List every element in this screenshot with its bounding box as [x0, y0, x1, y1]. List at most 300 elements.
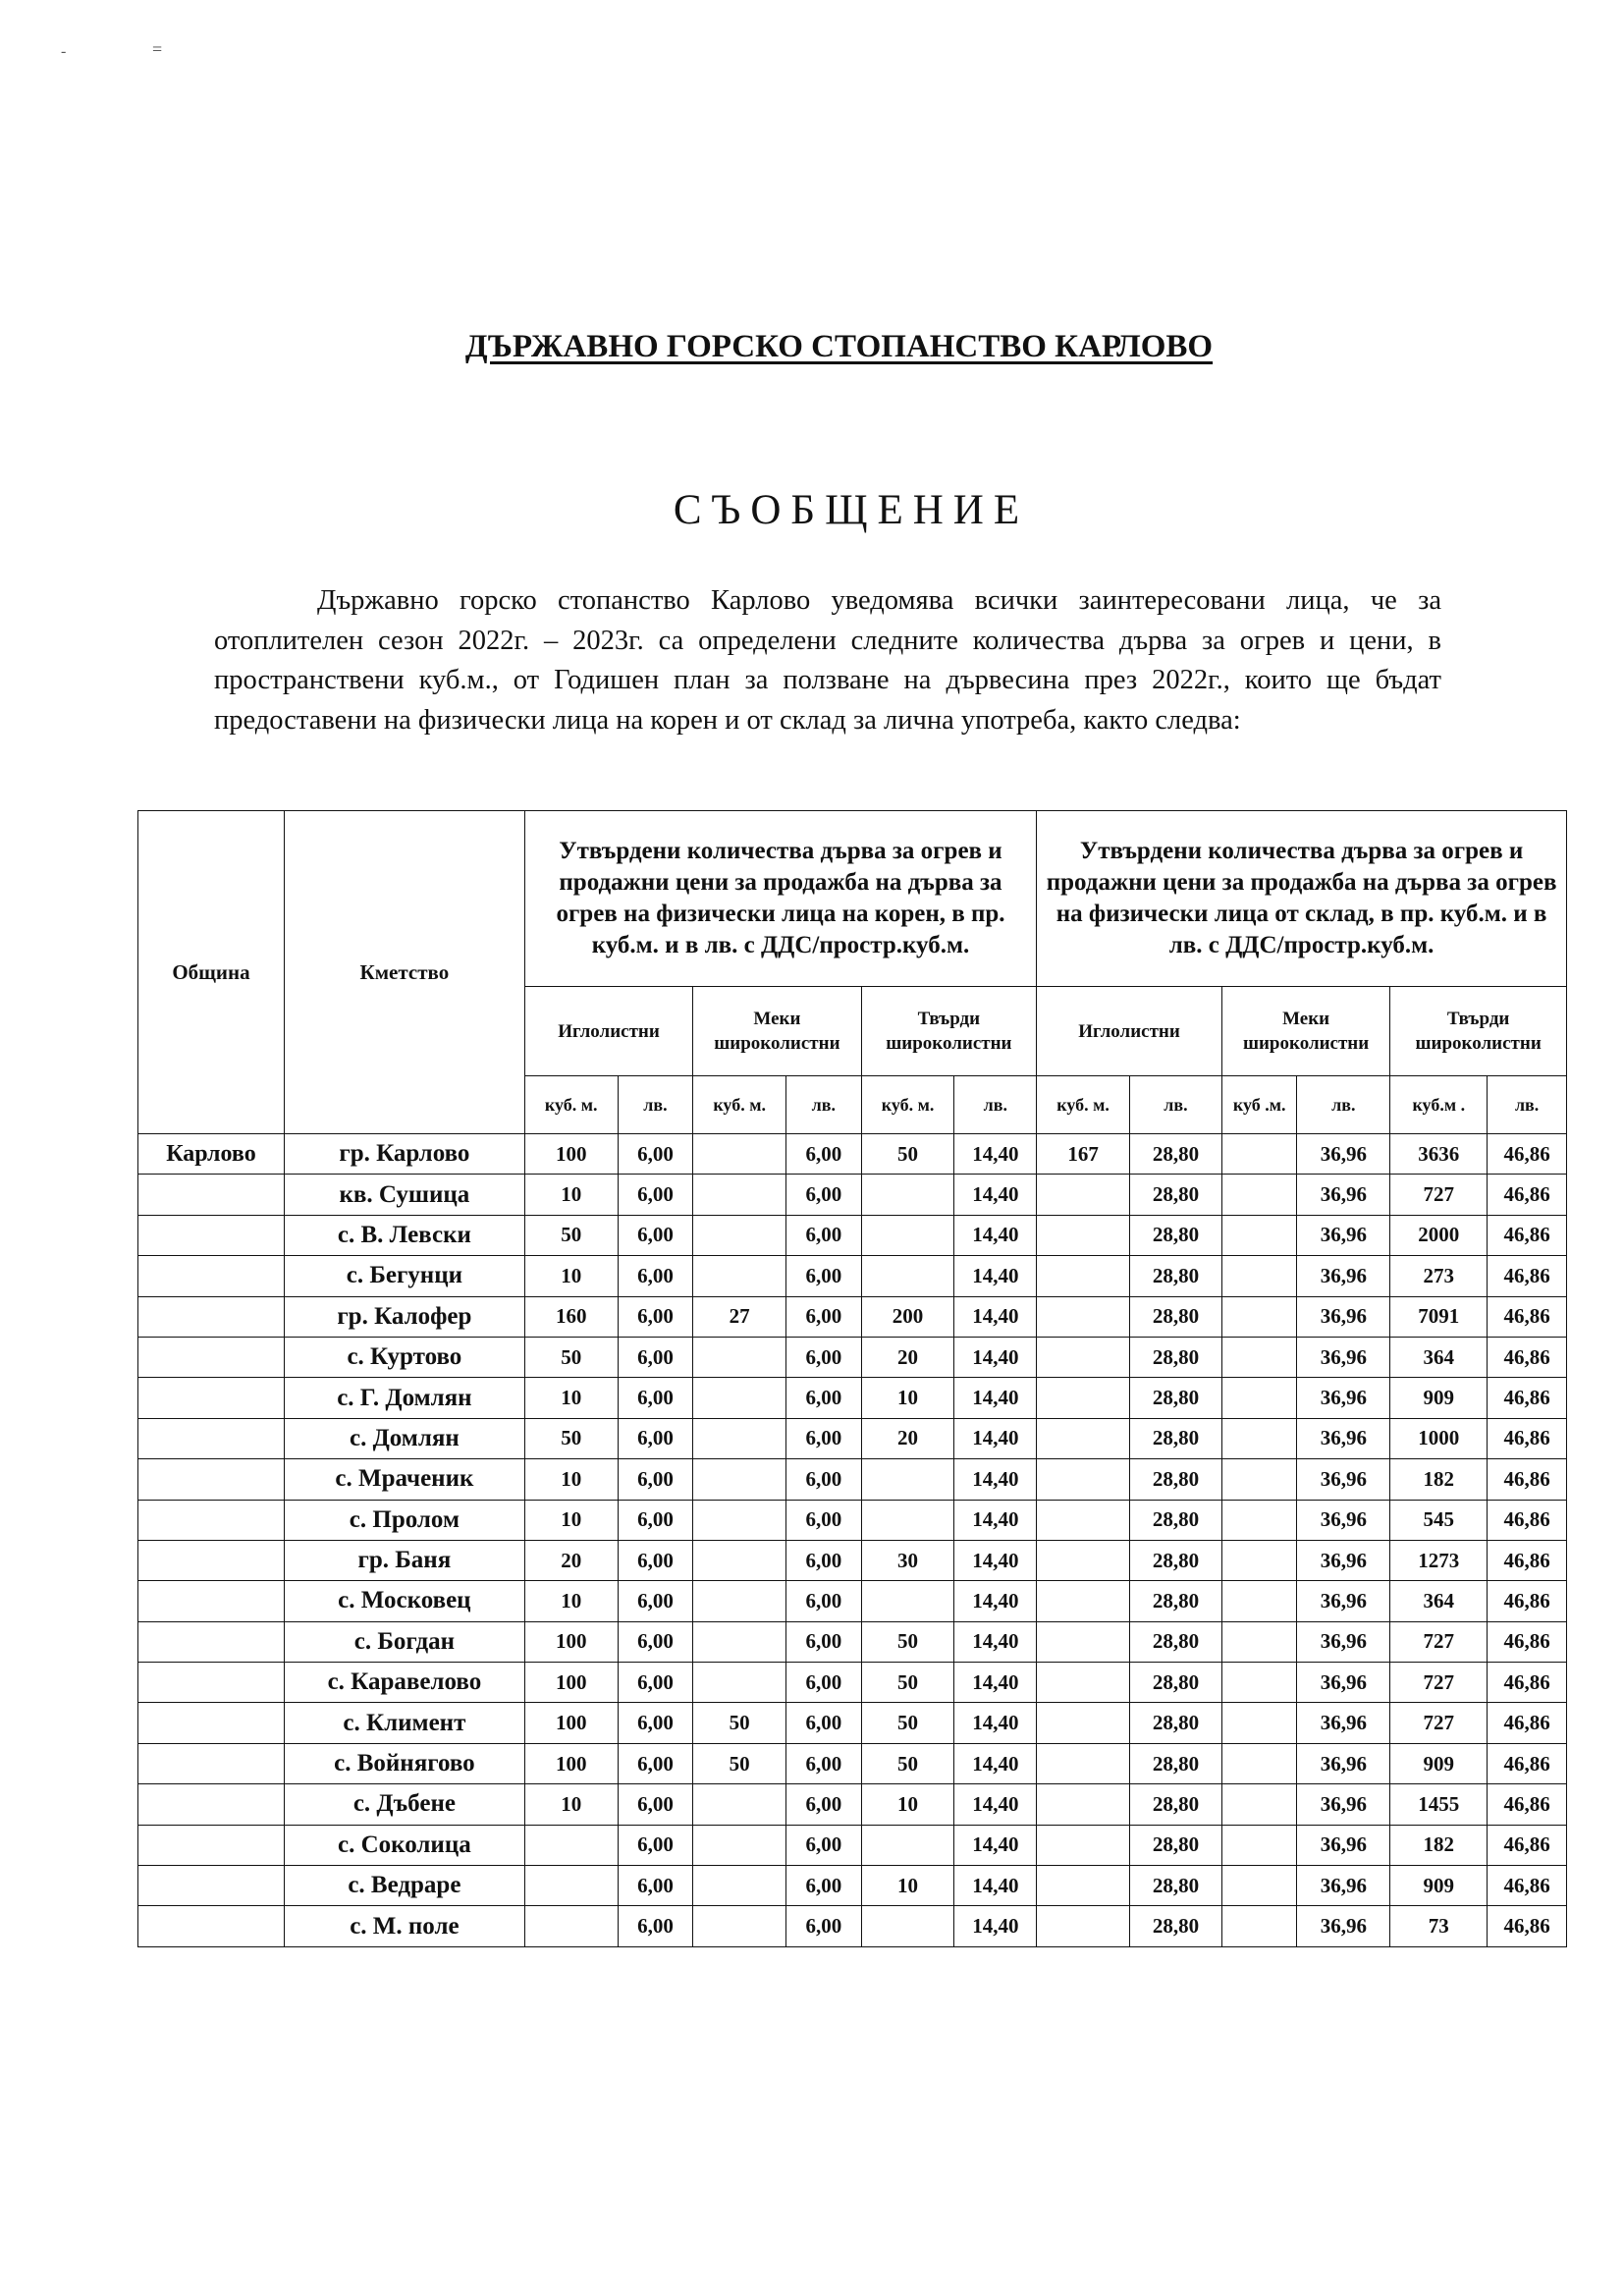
- volume-cell: [1037, 1256, 1130, 1296]
- unit-price-header: лв.: [1488, 1076, 1567, 1134]
- price-cell: 28,80: [1130, 1540, 1222, 1580]
- volume-cell: 160: [524, 1296, 618, 1337]
- settlement-cell: кв. Сушица: [284, 1175, 524, 1215]
- volume-cell: 364: [1390, 1337, 1488, 1377]
- table-row: [138, 1540, 1567, 1580]
- price-cell: 6,00: [786, 1134, 862, 1175]
- volume-cell: [693, 1500, 786, 1540]
- settlement-cell: с. Г. Домлян: [284, 1378, 524, 1418]
- settlement-cell: с. Дъбене: [284, 1784, 524, 1825]
- price-cell: 36,96: [1297, 1459, 1390, 1500]
- price-cell: 6,00: [786, 1175, 862, 1215]
- price-cell: 46,86: [1488, 1296, 1567, 1337]
- table-row: [138, 1378, 1567, 1418]
- unit-price-header: лв.: [618, 1076, 693, 1134]
- organization-title: ДЪРЖАВНО ГОРСКО СТОПАНСТВО КАРЛОВО: [464, 329, 1214, 364]
- price-cell: 28,80: [1130, 1296, 1222, 1337]
- volume-cell: [861, 1500, 954, 1540]
- price-cell: 6,00: [618, 1296, 693, 1337]
- price-cell: 6,00: [618, 1256, 693, 1296]
- volume-cell: [693, 1378, 786, 1418]
- volume-cell: [1221, 1256, 1297, 1296]
- volume-cell: 727: [1390, 1663, 1488, 1703]
- price-cell: 46,86: [1488, 1743, 1567, 1783]
- price-cell: 14,40: [954, 1581, 1037, 1621]
- price-cell: 36,96: [1297, 1337, 1390, 1377]
- volume-cell: 50: [861, 1703, 954, 1743]
- municipality-cell: [138, 1500, 285, 1540]
- price-cell: 28,80: [1130, 1866, 1222, 1906]
- table-row: [138, 1134, 1567, 1175]
- price-cell: 36,96: [1297, 1866, 1390, 1906]
- municipality-cell: [138, 1256, 285, 1296]
- volume-cell: 10: [524, 1175, 618, 1215]
- price-cell: 6,00: [786, 1784, 862, 1825]
- volume-cell: [1221, 1743, 1297, 1783]
- volume-cell: 27: [693, 1296, 786, 1337]
- volume-cell: [693, 1581, 786, 1621]
- volume-cell: 10: [524, 1459, 618, 1500]
- price-cell: 36,96: [1297, 1256, 1390, 1296]
- header-settlement: Кметство: [284, 811, 524, 1134]
- volume-cell: [1221, 1825, 1297, 1865]
- volume-cell: 727: [1390, 1703, 1488, 1743]
- settlement-cell: с. Каравелово: [284, 1663, 524, 1703]
- price-cell: 14,40: [954, 1175, 1037, 1215]
- volume-cell: 1455: [1390, 1784, 1488, 1825]
- volume-cell: [1221, 1378, 1297, 1418]
- subheader-warehouse-1: Меки широколистни: [1221, 987, 1389, 1076]
- subheader-root-1: Меки широколистни: [693, 987, 861, 1076]
- price-cell: 6,00: [618, 1215, 693, 1255]
- volume-cell: [1037, 1500, 1130, 1540]
- volume-cell: 50: [524, 1418, 618, 1458]
- volume-cell: 20: [524, 1540, 618, 1580]
- volume-cell: 727: [1390, 1621, 1488, 1662]
- volume-cell: 200: [861, 1296, 954, 1337]
- header-group-on-root: Утвърдени количества дърва за огрев и продажни цени за продажба на дърва за огрев на физически лица на корен, в пр. куб.м. и в лв. с ДДС/простр.куб.м.: [524, 811, 1036, 987]
- price-cell: 28,80: [1130, 1500, 1222, 1540]
- volume-cell: [693, 1134, 786, 1175]
- volume-cell: [1221, 1459, 1297, 1500]
- subheader-root-2: Твърди широколистни: [861, 987, 1037, 1076]
- price-cell: 6,00: [786, 1581, 862, 1621]
- price-cell: 36,96: [1297, 1906, 1390, 1946]
- volume-cell: 182: [1390, 1459, 1488, 1500]
- volume-cell: [524, 1906, 618, 1946]
- volume-cell: [861, 1256, 954, 1296]
- price-cell: 36,96: [1297, 1825, 1390, 1865]
- volume-cell: [1221, 1784, 1297, 1825]
- volume-cell: [861, 1906, 954, 1946]
- municipality-cell: [138, 1175, 285, 1215]
- volume-cell: [1037, 1175, 1130, 1215]
- table-row: [138, 1621, 1567, 1662]
- price-cell: 6,00: [786, 1866, 862, 1906]
- price-cell: 6,00: [618, 1621, 693, 1662]
- volume-cell: [693, 1175, 786, 1215]
- volume-cell: 273: [1390, 1256, 1488, 1296]
- price-cell: 36,96: [1297, 1418, 1390, 1458]
- table-row: [138, 1825, 1567, 1865]
- municipality-cell: [138, 1215, 285, 1255]
- volume-cell: 100: [524, 1743, 618, 1783]
- volume-cell: 100: [524, 1621, 618, 1662]
- settlement-cell: гр. Карлово: [284, 1134, 524, 1175]
- volume-cell: [1037, 1215, 1130, 1255]
- volume-cell: 73: [1390, 1906, 1488, 1946]
- price-cell: 46,86: [1488, 1825, 1567, 1865]
- price-cell: 46,86: [1488, 1906, 1567, 1946]
- price-cell: 14,40: [954, 1378, 1037, 1418]
- volume-cell: 182: [1390, 1825, 1488, 1865]
- unit-volume-header: куб .м.: [1221, 1076, 1297, 1134]
- volume-cell: [693, 1337, 786, 1377]
- municipality-cell: [138, 1784, 285, 1825]
- volume-cell: 10: [524, 1784, 618, 1825]
- price-cell: 14,40: [954, 1459, 1037, 1500]
- price-cell: 6,00: [786, 1906, 862, 1946]
- volume-cell: [1221, 1663, 1297, 1703]
- price-cell: 14,40: [954, 1500, 1037, 1540]
- table-row: [138, 1703, 1567, 1743]
- price-cell: 28,80: [1130, 1663, 1222, 1703]
- table-row: [138, 1866, 1567, 1906]
- settlement-cell: гр. Калофер: [284, 1296, 524, 1337]
- municipality-cell: [138, 1540, 285, 1580]
- price-cell: 28,80: [1130, 1459, 1222, 1500]
- price-cell: 46,86: [1488, 1500, 1567, 1540]
- volume-cell: [1037, 1866, 1130, 1906]
- volume-cell: 20: [861, 1418, 954, 1458]
- price-cell: 46,86: [1488, 1175, 1567, 1215]
- price-cell: 28,80: [1130, 1743, 1222, 1783]
- price-cell: 6,00: [786, 1256, 862, 1296]
- table-row: [138, 1743, 1567, 1783]
- message-title: СЪОБЩЕНИЕ: [673, 487, 1030, 533]
- table-row: [138, 1337, 1567, 1377]
- volume-cell: [861, 1175, 954, 1215]
- volume-cell: [1037, 1743, 1130, 1783]
- settlement-cell: с. Домлян: [284, 1418, 524, 1458]
- volume-cell: [1037, 1825, 1130, 1865]
- municipality-cell: [138, 1743, 285, 1783]
- volume-cell: 10: [524, 1581, 618, 1621]
- volume-cell: 2000: [1390, 1215, 1488, 1255]
- price-cell: 46,86: [1488, 1540, 1567, 1580]
- settlement-cell: с. Ведраре: [284, 1866, 524, 1906]
- price-cell: 36,96: [1297, 1378, 1390, 1418]
- volume-cell: [1221, 1175, 1297, 1215]
- unit-volume-header: куб. м.: [1037, 1076, 1130, 1134]
- price-cell: 14,40: [954, 1825, 1037, 1865]
- price-cell: 6,00: [618, 1784, 693, 1825]
- price-cell: 28,80: [1130, 1621, 1222, 1662]
- municipality-cell: [138, 1581, 285, 1621]
- price-cell: 6,00: [618, 1459, 693, 1500]
- volume-cell: 3636: [1390, 1134, 1488, 1175]
- price-cell: 6,00: [618, 1825, 693, 1865]
- price-cell: 28,80: [1130, 1337, 1222, 1377]
- price-cell: 6,00: [618, 1337, 693, 1377]
- volume-cell: [693, 1215, 786, 1255]
- price-cell: 36,96: [1297, 1663, 1390, 1703]
- volume-cell: 1000: [1390, 1418, 1488, 1458]
- price-cell: 36,96: [1297, 1134, 1390, 1175]
- price-cell: 6,00: [618, 1418, 693, 1458]
- price-cell: 36,96: [1297, 1703, 1390, 1743]
- price-cell: 28,80: [1130, 1581, 1222, 1621]
- volume-cell: 50: [861, 1663, 954, 1703]
- price-cell: 36,96: [1297, 1621, 1390, 1662]
- volume-cell: 100: [524, 1134, 618, 1175]
- volume-cell: 50: [861, 1743, 954, 1783]
- unit-price-header: лв.: [786, 1076, 862, 1134]
- price-cell: 6,00: [618, 1866, 693, 1906]
- price-cell: 36,96: [1297, 1500, 1390, 1540]
- price-cell: 28,80: [1130, 1175, 1222, 1215]
- subheader-warehouse-0: Иглолистни: [1037, 987, 1222, 1076]
- price-cell: 46,86: [1488, 1134, 1567, 1175]
- volume-cell: 909: [1390, 1866, 1488, 1906]
- volume-cell: 545: [1390, 1500, 1488, 1540]
- volume-cell: [693, 1906, 786, 1946]
- volume-cell: 364: [1390, 1581, 1488, 1621]
- header-group-from-warehouse: Утвърдени количества дърва за огрев и продажни цени за продажба на дърва за огрев на физически лица от склад, в пр. куб.м. и в лв. с ДДС/простр.куб.м.: [1037, 811, 1567, 987]
- volume-cell: [1221, 1337, 1297, 1377]
- price-cell: 46,86: [1488, 1866, 1567, 1906]
- municipality-cell: Карлово: [138, 1134, 285, 1175]
- volume-cell: [693, 1459, 786, 1500]
- municipality-cell: [138, 1663, 285, 1703]
- volume-cell: [1037, 1459, 1130, 1500]
- volume-cell: [1221, 1621, 1297, 1662]
- volume-cell: [1221, 1581, 1297, 1621]
- price-cell: 6,00: [618, 1500, 693, 1540]
- volume-cell: [1221, 1540, 1297, 1580]
- price-cell: 46,86: [1488, 1784, 1567, 1825]
- price-cell: 6,00: [618, 1134, 693, 1175]
- volume-cell: 50: [861, 1621, 954, 1662]
- price-cell: 46,86: [1488, 1337, 1567, 1377]
- volume-cell: [693, 1663, 786, 1703]
- volume-cell: 50: [861, 1134, 954, 1175]
- price-cell: 14,40: [954, 1906, 1037, 1946]
- price-cell: 14,40: [954, 1215, 1037, 1255]
- settlement-cell: с. Пролом: [284, 1500, 524, 1540]
- volume-cell: [693, 1784, 786, 1825]
- volume-cell: [524, 1825, 618, 1865]
- unit-volume-header: куб. м.: [524, 1076, 618, 1134]
- price-cell: 46,86: [1488, 1215, 1567, 1255]
- volume-cell: [1037, 1337, 1130, 1377]
- settlement-cell: с. Московец: [284, 1581, 524, 1621]
- volume-cell: [1037, 1581, 1130, 1621]
- price-cell: 6,00: [786, 1540, 862, 1580]
- volume-cell: [1221, 1296, 1297, 1337]
- volume-cell: [693, 1418, 786, 1458]
- volume-cell: [1037, 1296, 1130, 1337]
- price-cell: 6,00: [786, 1337, 862, 1377]
- volume-cell: [1221, 1134, 1297, 1175]
- volume-cell: [1037, 1703, 1130, 1743]
- price-cell: 46,86: [1488, 1621, 1567, 1662]
- table-row: [138, 1296, 1567, 1337]
- price-cell: 36,96: [1297, 1540, 1390, 1580]
- price-cell: 14,40: [954, 1866, 1037, 1906]
- price-cell: 46,86: [1488, 1378, 1567, 1418]
- volume-cell: [1221, 1418, 1297, 1458]
- price-cell: 36,96: [1297, 1784, 1390, 1825]
- price-cell: 36,96: [1297, 1175, 1390, 1215]
- price-cell: 28,80: [1130, 1825, 1222, 1865]
- municipality-cell: [138, 1459, 285, 1500]
- price-cell: 28,80: [1130, 1134, 1222, 1175]
- volume-cell: 10: [861, 1378, 954, 1418]
- volume-cell: 100: [524, 1703, 618, 1743]
- unit-price-header: лв.: [1297, 1076, 1390, 1134]
- intro-paragraph: Държавно горско стопанство Карлово уведомява всички заинтересовани лица, че за отоплителен сезон 2022г. – 2023г. са определени следните количества дърва за огрев и цени, в пространствени куб.м., от Годишен план за ползване на дървесина през 2022г., които ще бъдат предоставени на физически лица на корен и от склад за лична употреба, както следва:: [214, 585, 1441, 736]
- scan-mark-left: -: [61, 43, 67, 60]
- volume-cell: 1273: [1390, 1540, 1488, 1580]
- price-cell: 46,86: [1488, 1581, 1567, 1621]
- price-cell: 6,00: [618, 1540, 693, 1580]
- price-cell: 46,86: [1488, 1703, 1567, 1743]
- volume-cell: 10: [524, 1378, 618, 1418]
- municipality-cell: [138, 1825, 285, 1865]
- settlement-cell: с. Куртово: [284, 1337, 524, 1377]
- volume-cell: [693, 1256, 786, 1296]
- volume-cell: [1221, 1906, 1297, 1946]
- municipality-cell: [138, 1337, 285, 1377]
- price-cell: 6,00: [618, 1906, 693, 1946]
- price-cell: 6,00: [786, 1703, 862, 1743]
- subheader-warehouse-2: Твърди широколистни: [1390, 987, 1567, 1076]
- price-cell: 6,00: [786, 1621, 862, 1662]
- price-cell: 14,40: [954, 1743, 1037, 1783]
- price-cell: 6,00: [786, 1743, 862, 1783]
- price-cell: 6,00: [786, 1378, 862, 1418]
- volume-cell: 50: [524, 1215, 618, 1255]
- price-cell: 14,40: [954, 1703, 1037, 1743]
- price-cell: 28,80: [1130, 1256, 1222, 1296]
- price-cell: 6,00: [786, 1215, 862, 1255]
- settlement-cell: с. Войнягово: [284, 1743, 524, 1783]
- price-cell: 46,86: [1488, 1663, 1567, 1703]
- price-cell: 6,00: [786, 1663, 862, 1703]
- volume-cell: [524, 1866, 618, 1906]
- volume-cell: [1221, 1703, 1297, 1743]
- table-row: [138, 1175, 1567, 1215]
- settlement-cell: с. Богдан: [284, 1621, 524, 1662]
- price-cell: 46,86: [1488, 1418, 1567, 1458]
- price-cell: 28,80: [1130, 1703, 1222, 1743]
- unit-volume-header: куб.м .: [1390, 1076, 1488, 1134]
- settlement-cell: с. В. Левски: [284, 1215, 524, 1255]
- volume-cell: [1221, 1500, 1297, 1540]
- volume-cell: 10: [861, 1784, 954, 1825]
- volume-cell: 30: [861, 1540, 954, 1580]
- municipality-cell: [138, 1621, 285, 1662]
- settlement-cell: гр. Баня: [284, 1540, 524, 1580]
- price-cell: 6,00: [786, 1296, 862, 1337]
- table-row: [138, 1215, 1567, 1255]
- header-municipality: Община: [138, 811, 285, 1134]
- volume-cell: 10: [861, 1866, 954, 1906]
- price-cell: 28,80: [1130, 1378, 1222, 1418]
- price-cell: 28,80: [1130, 1906, 1222, 1946]
- settlement-cell: с. Климент: [284, 1703, 524, 1743]
- volume-cell: [693, 1825, 786, 1865]
- volume-cell: [1221, 1215, 1297, 1255]
- price-cell: 6,00: [618, 1581, 693, 1621]
- volume-cell: 7091: [1390, 1296, 1488, 1337]
- price-cell: 28,80: [1130, 1784, 1222, 1825]
- price-cell: 6,00: [618, 1663, 693, 1703]
- price-cell: 14,40: [954, 1296, 1037, 1337]
- price-cell: 14,40: [954, 1540, 1037, 1580]
- volume-cell: [1037, 1378, 1130, 1418]
- volume-cell: [1221, 1866, 1297, 1906]
- volume-cell: [693, 1866, 786, 1906]
- table-row: [138, 1663, 1567, 1703]
- firewood-price-table: [137, 810, 1567, 1947]
- volume-cell: 50: [693, 1743, 786, 1783]
- price-cell: 46,86: [1488, 1459, 1567, 1500]
- volume-cell: [1037, 1418, 1130, 1458]
- volume-cell: 50: [693, 1703, 786, 1743]
- table-row: [138, 1581, 1567, 1621]
- price-cell: 36,96: [1297, 1581, 1390, 1621]
- price-cell: 14,40: [954, 1621, 1037, 1662]
- price-cell: 6,00: [618, 1743, 693, 1783]
- price-cell: 6,00: [786, 1459, 862, 1500]
- settlement-cell: с. Соколица: [284, 1825, 524, 1865]
- volume-cell: [1037, 1621, 1130, 1662]
- volume-cell: [693, 1540, 786, 1580]
- volume-cell: 50: [524, 1337, 618, 1377]
- volume-cell: 909: [1390, 1743, 1488, 1783]
- volume-cell: [861, 1825, 954, 1865]
- price-cell: 14,40: [954, 1784, 1037, 1825]
- volume-cell: [1037, 1906, 1130, 1946]
- unit-volume-header: куб. м.: [861, 1076, 954, 1134]
- price-cell: 14,40: [954, 1663, 1037, 1703]
- price-cell: 6,00: [786, 1418, 862, 1458]
- price-cell: 14,40: [954, 1256, 1037, 1296]
- volume-cell: 909: [1390, 1378, 1488, 1418]
- settlement-cell: с. Мраченик: [284, 1459, 524, 1500]
- volume-cell: [861, 1581, 954, 1621]
- price-cell: 6,00: [618, 1703, 693, 1743]
- price-cell: 6,00: [786, 1500, 862, 1540]
- volume-cell: [1037, 1663, 1130, 1703]
- municipality-cell: [138, 1866, 285, 1906]
- volume-cell: [861, 1215, 954, 1255]
- subheader-root-0: Иглолистни: [524, 987, 692, 1076]
- table-row: [138, 1906, 1567, 1946]
- price-cell: 14,40: [954, 1134, 1037, 1175]
- municipality-cell: [138, 1296, 285, 1337]
- volume-cell: 167: [1037, 1134, 1130, 1175]
- table-row: [138, 1784, 1567, 1825]
- price-cell: 6,00: [786, 1825, 862, 1865]
- volume-cell: 10: [524, 1500, 618, 1540]
- municipality-cell: [138, 1378, 285, 1418]
- municipality-cell: [138, 1418, 285, 1458]
- volume-cell: 20: [861, 1337, 954, 1377]
- table-row: [138, 1418, 1567, 1458]
